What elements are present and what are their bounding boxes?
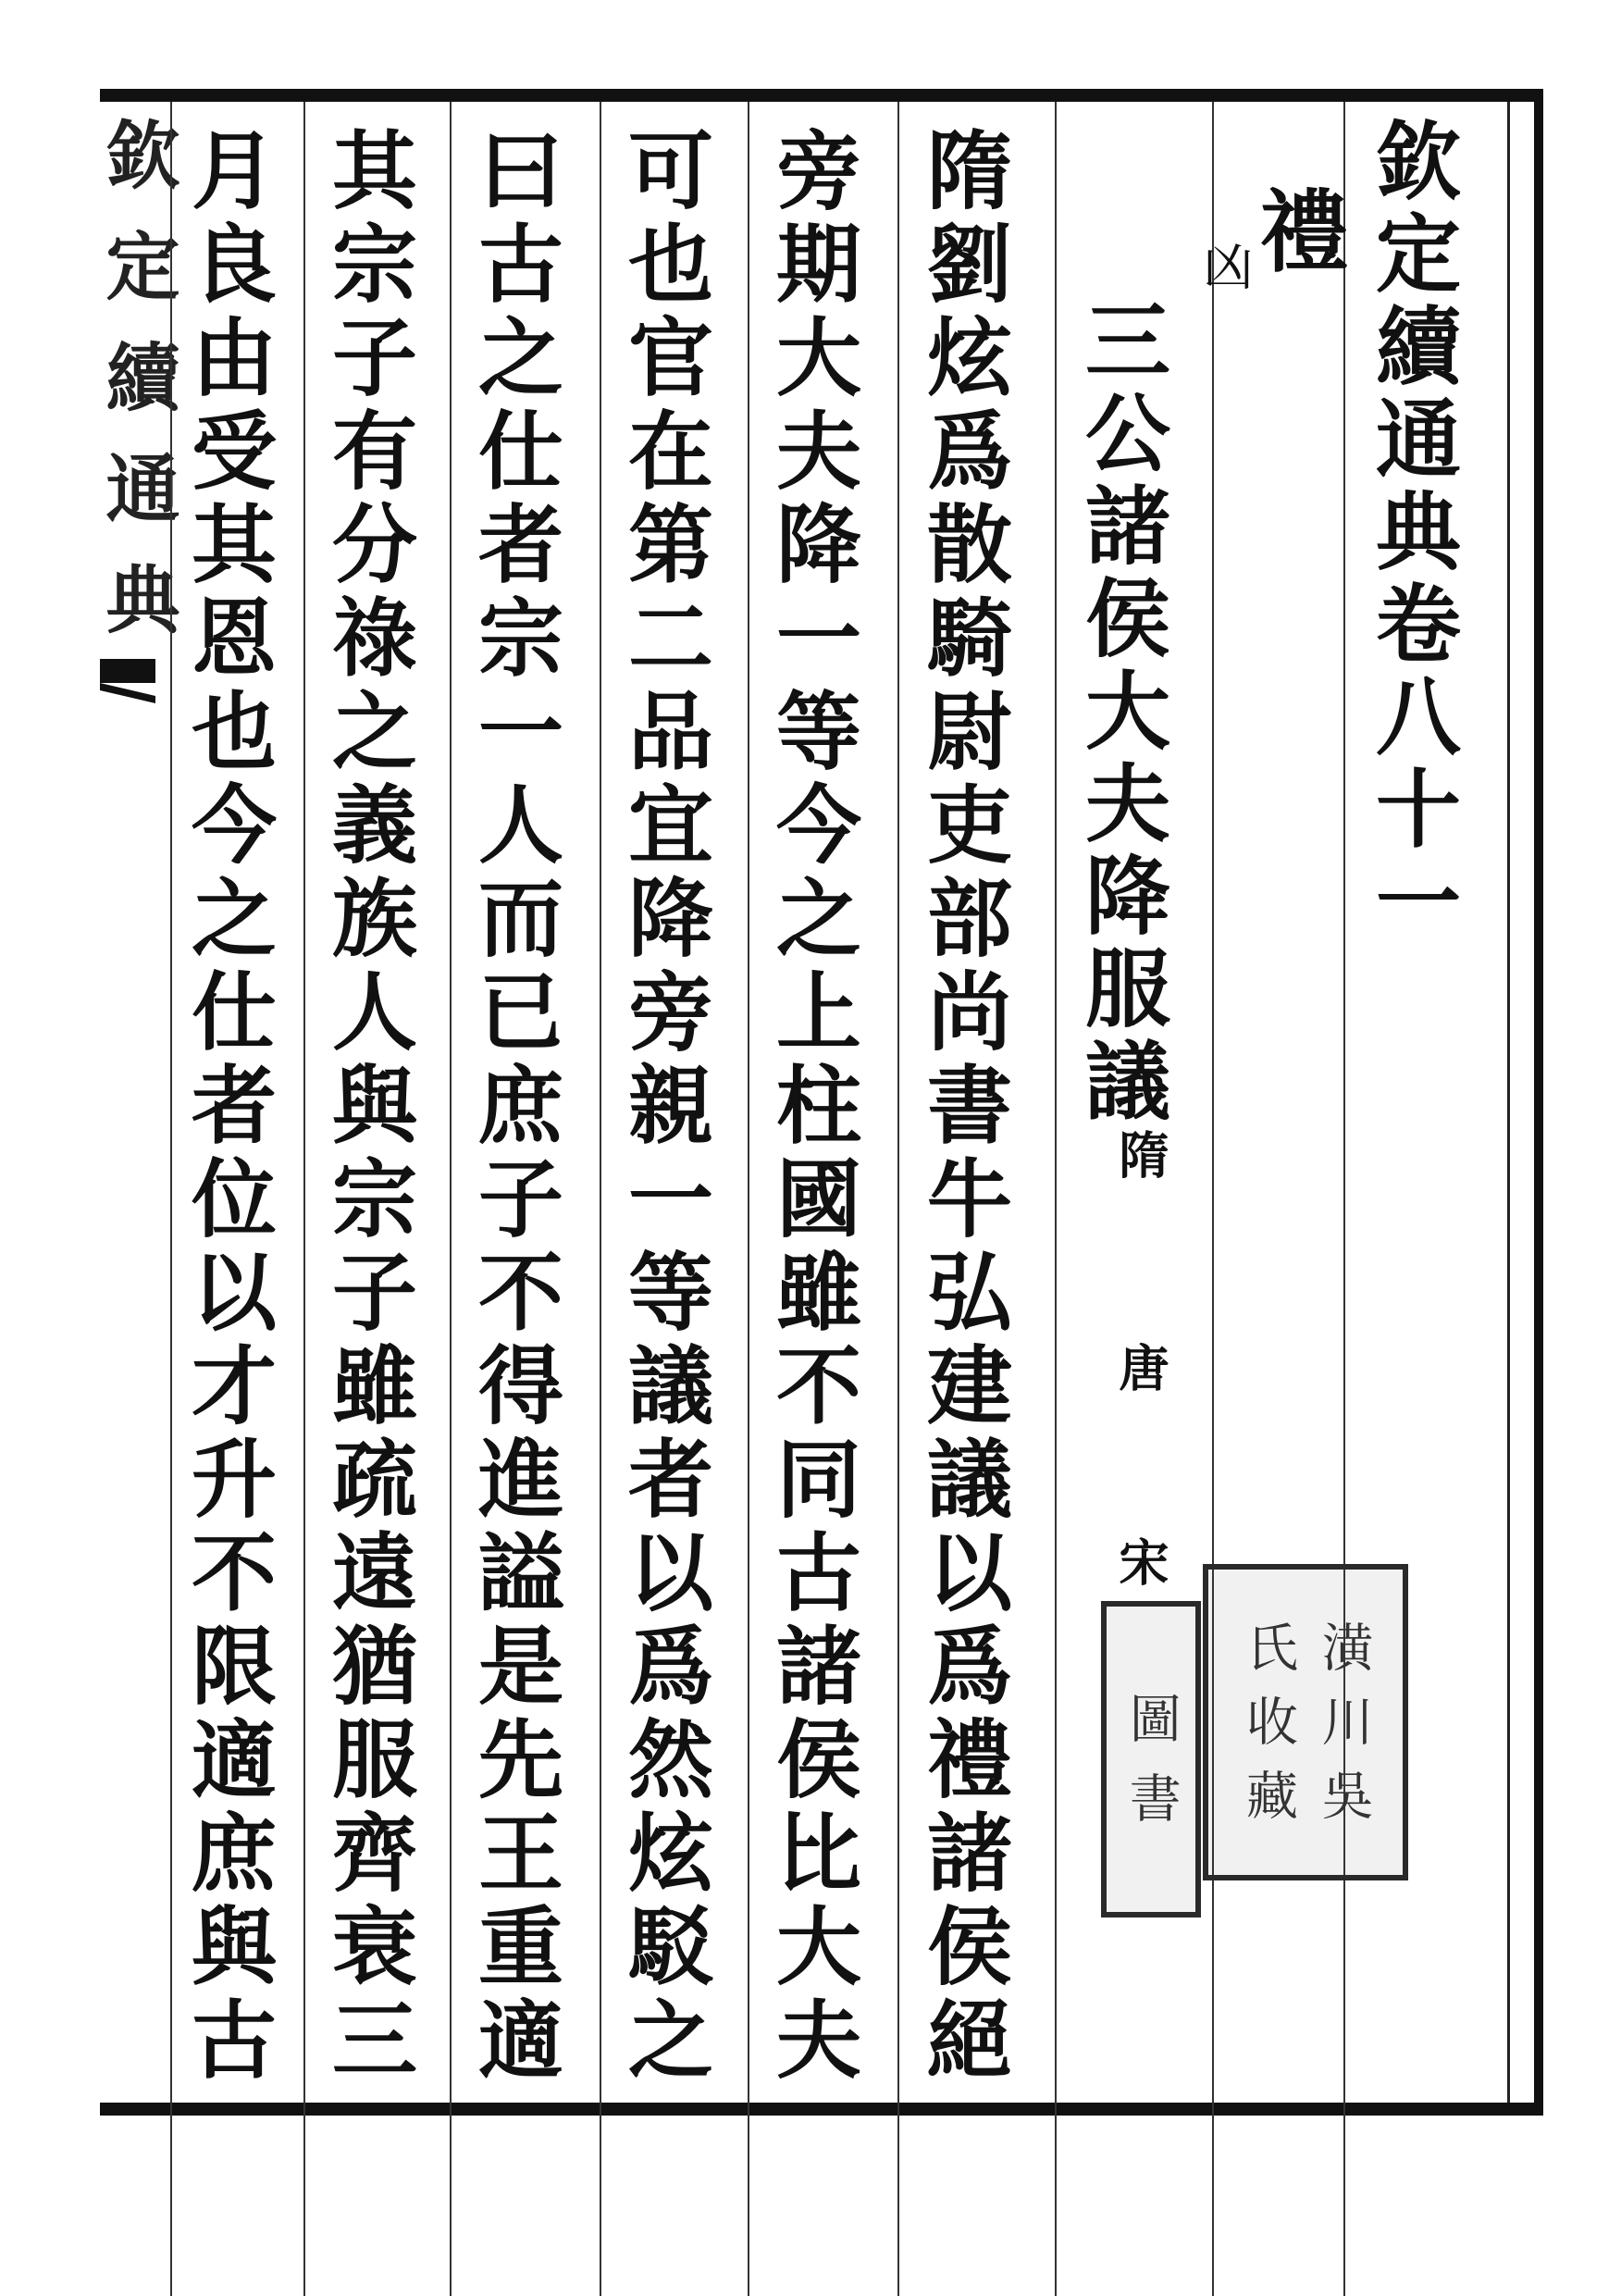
column-rule	[1055, 102, 1057, 2296]
text-line: 隋劉炫爲散騎尉吏部尚書牛弘建議以爲禮諸侯絕	[913, 126, 1013, 2089]
text-line: 旁期大夫降一等今之上柱國雖不同古諸侯比大夫	[762, 126, 862, 2089]
text-column	[464, 126, 583, 2106]
seal-char: 書	[1120, 1771, 1182, 1827]
seal-char: 川	[1313, 1694, 1374, 1750]
text-line: 可也官在第二品宜降旁親一等議者以爲然炫駁之	[614, 126, 714, 2089]
frame-inner-rule	[1507, 102, 1510, 2103]
text-column	[318, 126, 437, 2106]
text-line: 其宗子有分祿之義族人與宗子雖疏遠猶服齊衰三	[318, 126, 418, 2089]
column-rule	[748, 102, 749, 2296]
collector-seal	[1101, 1564, 1406, 1934]
seal-left	[1101, 1601, 1201, 1917]
column-rule	[303, 102, 305, 2296]
column-rule	[600, 102, 601, 2296]
column-rule	[450, 102, 452, 2296]
previous-leaf-title: 欽定續通典	[93, 117, 180, 672]
dynasty-label: 唐	[1111, 1342, 1170, 1392]
text-column	[913, 126, 1032, 2106]
column-rule	[170, 102, 172, 2296]
seal-right	[1203, 1564, 1408, 1880]
column-rule	[1212, 102, 1214, 2296]
essay-title-column	[1071, 296, 1190, 2277]
text-line: 月良由受其恩也今之仕者位以才升不限適庶與古	[178, 126, 278, 2089]
section-heading: 禮	[1245, 185, 1350, 274]
text-column	[178, 126, 296, 2106]
section-subheading: 凶	[1195, 241, 1254, 291]
book-title: 欽定續通典卷八十一	[1362, 117, 1462, 949]
seal-char: 藏	[1238, 1769, 1298, 1824]
seal-char: 圖	[1120, 1692, 1182, 1747]
essay-title: 三公諸侯大夫降服議	[1071, 296, 1171, 1129]
text-column	[614, 126, 733, 2106]
seal-char: 氏	[1238, 1620, 1298, 1676]
seal-char: 收	[1238, 1694, 1298, 1750]
dynasty-label: 隋	[1111, 1129, 1170, 1179]
previous-leaf-edge	[93, 117, 180, 2097]
column-rule	[1343, 102, 1345, 2296]
text-column	[762, 126, 881, 2106]
dynasty-label: 宋	[1111, 1536, 1170, 1586]
seal-char: 潢	[1313, 1620, 1374, 1676]
text-line: 曰古之仕者宗一人而已庶子不得進謚是先王重適	[464, 126, 564, 2089]
seal-char: 吳	[1313, 1769, 1374, 1824]
column-rule	[897, 102, 899, 2296]
